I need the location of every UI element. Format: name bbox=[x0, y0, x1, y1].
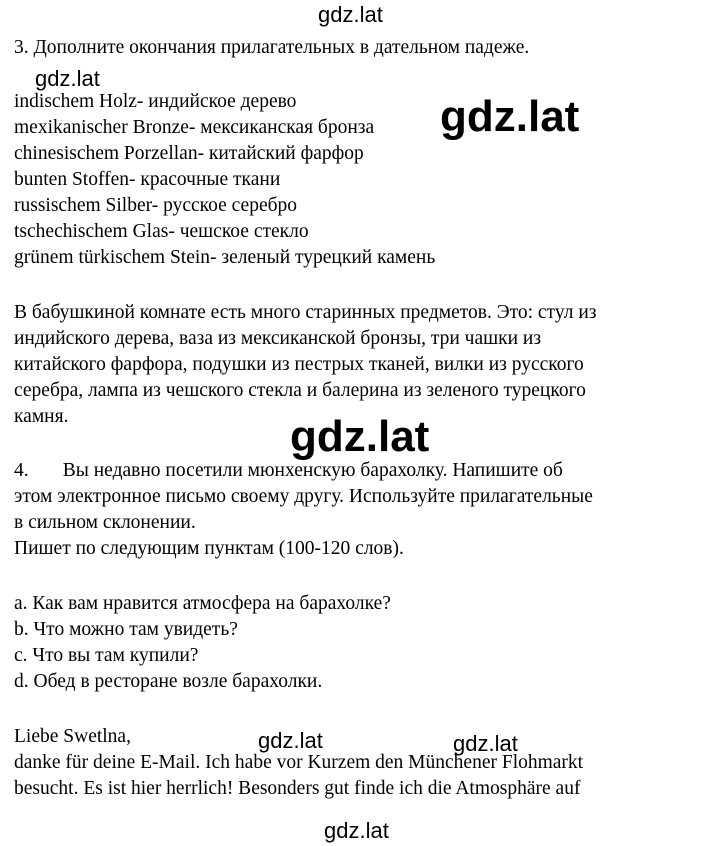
task3-item: bunten Stoffen- красочные ткани bbox=[14, 169, 281, 190]
watermark-letter-right: gdz.lat bbox=[453, 731, 518, 756]
paragraph-line: индийского дерева, ваза из мексиканской бронзы, три чашки из bbox=[14, 328, 542, 349]
watermark-under-title: gdz.lat bbox=[35, 66, 100, 91]
paragraph-line: серебра, лампа из чешского стекла и балерина из зеленого турецкого bbox=[14, 380, 586, 401]
paragraph-line: камня. bbox=[14, 406, 69, 427]
task3-item: russischem Silber- русское серебро bbox=[14, 195, 298, 216]
task3-item: grünem türkischem Stein- зеленый турецкий камень bbox=[14, 247, 436, 268]
watermark-bottom: gdz.lat bbox=[324, 818, 389, 843]
paragraph-line: В бабушкиной комнате есть много старинных предметов. Это: стул из bbox=[14, 302, 597, 323]
paragraph-line: китайского фарфора, подушки из пестрых тканей, вилки из русского bbox=[14, 354, 584, 375]
task4-point: c. Что вы там купили? bbox=[14, 645, 199, 666]
task3-item: mexikanischer Bronze- мексиканская бронза bbox=[14, 117, 375, 138]
task3-item: chinesischem Porzellan- китайский фарфор bbox=[14, 143, 364, 164]
task4-line: 4. Вы недавно посетили мюнхенскую барахолку. Напишите об bbox=[14, 460, 563, 481]
task4-line: этом электронное письмо своему другу. Используйте прилагательные bbox=[14, 486, 593, 507]
watermark-big-right: gdz.lat bbox=[440, 92, 580, 141]
task4-point: a. Как вам нравится атмосфера на барахолке? bbox=[14, 593, 391, 614]
watermark-big-middle: gdz.lat bbox=[290, 412, 430, 461]
watermark-letter-left: gdz.lat bbox=[258, 728, 323, 753]
letter-line: besucht. Es ist hier herrlich! Besonders gut finde ich die Atmosphäre auf bbox=[14, 778, 581, 799]
watermark-top: gdz.lat bbox=[318, 2, 383, 27]
task4-point: d. Обед в ресторане возле барахолки. bbox=[14, 671, 323, 692]
task3-title: 3. Дополните окончания прилагательных в дательном падеже. bbox=[14, 37, 530, 58]
task4-line: Пишет по следующим пунктам (100-120 слов). bbox=[14, 538, 404, 559]
letter-line: danke für deine E-Mail. Ich habe vor Kurzem den Münchener Flohmarkt bbox=[14, 752, 584, 773]
task4-point: b. Что можно там увидеть? bbox=[14, 619, 238, 640]
task4-line: в сильном склонении. bbox=[14, 512, 196, 533]
letter-line: Liebe Swetlna, bbox=[14, 726, 131, 747]
task3-item: indischem Holz- индийское дерево bbox=[14, 91, 297, 112]
task3-item: tschechischem Glas- чешское стекло bbox=[14, 221, 309, 242]
